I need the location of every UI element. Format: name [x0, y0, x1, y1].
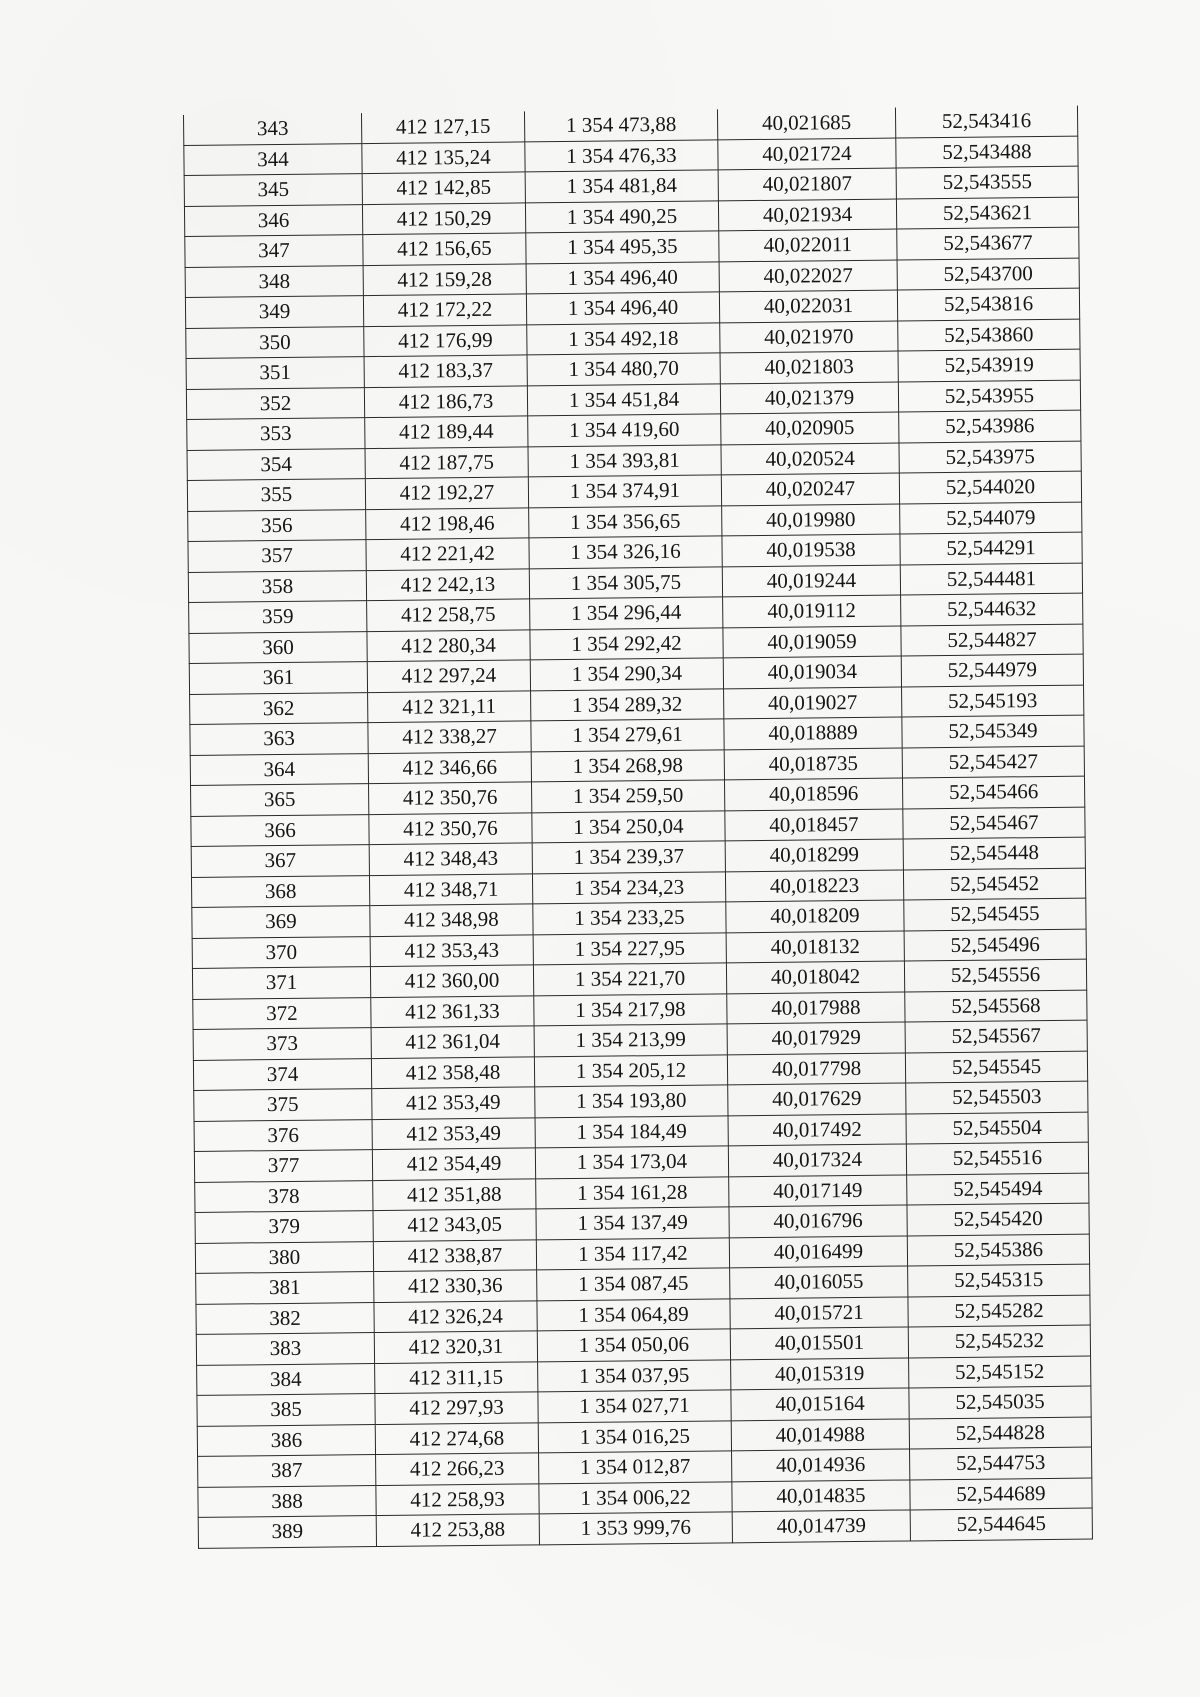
longitude-cell: 52,545466 — [902, 776, 1084, 808]
point-number-cell: 377 — [194, 1150, 372, 1182]
longitude-cell: 52,544828 — [909, 1417, 1091, 1449]
longitude-cell: 52,545035 — [909, 1386, 1091, 1418]
x-coordinate-cell: 412 350,76 — [369, 782, 532, 814]
y-coordinate-cell: 1 354 289,32 — [531, 688, 724, 721]
latitude-cell: 40,021970 — [720, 321, 898, 353]
point-number-cell: 359 — [189, 601, 367, 633]
x-coordinate-cell: 412 361,33 — [371, 995, 534, 1027]
y-coordinate-cell: 1 354 259,50 — [532, 780, 725, 813]
longitude-cell: 52,543488 — [896, 136, 1078, 168]
latitude-cell: 40,015164 — [731, 1388, 909, 1420]
y-coordinate-cell: 1 354 290,34 — [530, 658, 723, 691]
point-number-cell: 358 — [188, 570, 366, 602]
latitude-cell: 40,021379 — [720, 382, 898, 414]
y-coordinate-cell: 1 354 087,45 — [537, 1268, 730, 1301]
longitude-cell: 52,543816 — [897, 288, 1079, 320]
longitude-cell: 52,545568 — [905, 990, 1087, 1022]
point-number-cell: 363 — [190, 723, 368, 755]
x-coordinate-cell: 412 311,15 — [375, 1361, 538, 1393]
latitude-cell: 40,021803 — [720, 351, 898, 383]
latitude-cell: 40,019980 — [722, 504, 900, 536]
point-number-cell: 386 — [197, 1424, 375, 1456]
x-coordinate-cell: 412 198,46 — [366, 507, 529, 539]
y-coordinate-cell: 1 354 250,04 — [532, 810, 725, 843]
longitude-cell: 52,545504 — [906, 1112, 1088, 1144]
y-coordinate-cell: 1 354 221,70 — [533, 963, 726, 996]
point-number-cell: 354 — [187, 448, 365, 480]
latitude-cell: 40,017629 — [728, 1083, 906, 1115]
y-coordinate-cell: 1 354 476,33 — [525, 139, 718, 172]
y-coordinate-cell: 1 354 137,49 — [536, 1207, 729, 1240]
point-number-cell: 367 — [191, 845, 369, 877]
x-coordinate-cell: 412 221,42 — [366, 538, 529, 570]
point-number-cell: 368 — [191, 875, 369, 907]
x-coordinate-cell: 412 346,66 — [368, 751, 531, 783]
point-number-cell: 384 — [197, 1363, 375, 1395]
x-coordinate-cell: 412 258,75 — [367, 599, 530, 631]
point-number-cell: 353 — [187, 418, 365, 450]
longitude-cell: 52,545545 — [905, 1051, 1087, 1083]
y-coordinate-cell: 1 354 305,75 — [529, 566, 722, 599]
y-coordinate-cell: 1 354 050,06 — [537, 1329, 730, 1362]
point-number-cell: 380 — [195, 1241, 373, 1273]
point-number-cell: 365 — [191, 784, 369, 816]
latitude-cell: 40,021934 — [718, 199, 896, 231]
point-number-cell: 372 — [193, 997, 371, 1029]
latitude-cell: 40,022011 — [719, 229, 897, 261]
coordinates-table-container — [183, 106, 1092, 1549]
point-number-cell: 387 — [198, 1455, 376, 1487]
point-number-cell: 382 — [196, 1302, 374, 1334]
longitude-cell: 52,545386 — [907, 1234, 1089, 1266]
point-number-cell: 355 — [187, 479, 365, 511]
y-coordinate-cell: 1 354 490,25 — [525, 200, 718, 233]
point-number-cell: 385 — [197, 1394, 375, 1426]
y-coordinate-cell: 1 354 064,89 — [537, 1298, 730, 1331]
point-number-cell: 346 — [184, 204, 362, 236]
longitude-cell: 52,545556 — [904, 959, 1086, 991]
longitude-cell: 52,545455 — [904, 898, 1086, 930]
longitude-cell: 52,544020 — [899, 471, 1081, 503]
y-coordinate-cell: 1 354 161,28 — [536, 1176, 729, 1209]
x-coordinate-cell: 412 187,75 — [365, 446, 528, 478]
latitude-cell: 40,016796 — [729, 1205, 907, 1237]
latitude-cell: 40,021807 — [718, 168, 896, 200]
longitude-cell: 52,544689 — [910, 1478, 1092, 1510]
latitude-cell: 40,022027 — [719, 260, 897, 292]
latitude-cell: 40,019112 — [723, 595, 901, 627]
longitude-cell: 52,543621 — [896, 197, 1078, 229]
latitude-cell: 40,018223 — [725, 869, 903, 901]
point-number-cell: 364 — [190, 753, 368, 785]
y-coordinate-cell: 1 354 006,22 — [539, 1481, 732, 1514]
latitude-cell: 40,019034 — [723, 656, 901, 688]
y-coordinate-cell: 1 354 496,40 — [526, 292, 719, 325]
x-coordinate-cell: 412 343,05 — [373, 1209, 536, 1241]
x-coordinate-cell: 412 159,28 — [363, 263, 526, 295]
longitude-cell: 52,543860 — [898, 319, 1080, 351]
longitude-cell: 52,544291 — [900, 532, 1082, 564]
y-coordinate-cell: 1 354 419,60 — [528, 414, 721, 447]
point-number-cell: 381 — [196, 1272, 374, 1304]
latitude-cell: 40,017988 — [727, 991, 905, 1023]
y-coordinate-cell: 1 354 496,40 — [526, 261, 719, 294]
y-coordinate-cell: 1 354 233,25 — [533, 902, 726, 935]
point-number-cell: 388 — [198, 1485, 376, 1517]
latitude-cell: 40,020905 — [721, 412, 899, 444]
latitude-cell: 40,019059 — [723, 626, 901, 658]
longitude-cell: 52,544481 — [900, 563, 1082, 595]
longitude-cell: 52,545448 — [903, 837, 1085, 869]
y-coordinate-cell: 1 354 480,70 — [527, 353, 720, 386]
point-number-cell: 383 — [196, 1333, 374, 1365]
x-coordinate-cell: 412 156,65 — [363, 233, 526, 265]
latitude-cell: 40,018596 — [724, 778, 902, 810]
x-coordinate-cell: 412 348,98 — [370, 904, 533, 936]
x-coordinate-cell: 412 150,29 — [362, 202, 525, 234]
latitude-cell: 40,017492 — [728, 1113, 906, 1145]
x-coordinate-cell: 412 176,99 — [364, 324, 527, 356]
latitude-cell: 40,018457 — [725, 809, 903, 841]
x-coordinate-cell: 412 189,44 — [365, 416, 528, 448]
x-coordinate-cell: 412 338,87 — [373, 1239, 536, 1271]
point-number-cell: 370 — [192, 936, 370, 968]
point-number-cell: 356 — [188, 509, 366, 541]
y-coordinate-cell: 1 354 227,95 — [533, 932, 726, 965]
y-coordinate-cell: 1 354 356,65 — [529, 505, 722, 538]
x-coordinate-cell: 412 354,49 — [372, 1148, 535, 1180]
y-coordinate-cell: 1 354 279,61 — [531, 719, 724, 752]
longitude-cell: 52,543955 — [898, 380, 1080, 412]
longitude-cell: 52,543919 — [898, 349, 1080, 381]
x-coordinate-cell: 412 135,24 — [362, 141, 525, 173]
y-coordinate-cell: 1 354 374,91 — [528, 475, 721, 508]
x-coordinate-cell: 412 351,88 — [373, 1178, 536, 1210]
point-number-cell: 360 — [189, 631, 367, 663]
x-coordinate-cell: 412 266,23 — [376, 1453, 539, 1485]
y-coordinate-cell: 1 354 213,99 — [534, 1024, 727, 1057]
x-coordinate-cell: 412 348,43 — [369, 843, 532, 875]
latitude-cell: 40,014835 — [732, 1479, 910, 1511]
longitude-cell: 52,545496 — [904, 929, 1086, 961]
longitude-cell: 52,545503 — [906, 1081, 1088, 1113]
longitude-cell: 52,545420 — [907, 1203, 1089, 1235]
y-coordinate-cell: 1 354 012,87 — [539, 1451, 732, 1484]
latitude-cell: 40,022031 — [719, 290, 897, 322]
latitude-cell: 40,015319 — [731, 1357, 909, 1389]
y-coordinate-cell: 1 354 296,44 — [530, 597, 723, 630]
longitude-cell: 52,543700 — [897, 258, 1079, 290]
x-coordinate-cell: 412 353,49 — [372, 1117, 535, 1149]
x-coordinate-cell: 412 253,88 — [376, 1514, 539, 1546]
y-coordinate-cell: 1 354 016,25 — [538, 1420, 731, 1453]
latitude-cell: 40,018735 — [724, 748, 902, 780]
latitude-cell: 40,018042 — [726, 961, 904, 993]
x-coordinate-cell: 412 280,34 — [367, 629, 530, 661]
x-coordinate-cell: 412 297,93 — [375, 1392, 538, 1424]
latitude-cell: 40,015721 — [730, 1296, 908, 1328]
latitude-cell: 40,017324 — [728, 1144, 906, 1176]
y-coordinate-cell: 1 354 495,35 — [526, 231, 719, 264]
y-coordinate-cell: 1 354 234,23 — [532, 871, 725, 904]
longitude-cell: 52,545516 — [906, 1142, 1088, 1174]
x-coordinate-cell: 412 142,85 — [362, 172, 525, 204]
latitude-cell: 40,014988 — [731, 1418, 909, 1450]
point-number-cell: 350 — [186, 326, 364, 358]
longitude-cell: 52,543416 — [895, 106, 1077, 138]
latitude-cell: 40,014936 — [732, 1449, 910, 1481]
longitude-cell: 52,545349 — [902, 715, 1084, 747]
x-coordinate-cell: 412 358,48 — [371, 1056, 534, 1088]
x-coordinate-cell: 412 127,15 — [361, 111, 524, 143]
y-coordinate-cell: 1 354 451,84 — [527, 383, 720, 416]
longitude-cell: 52,543975 — [899, 441, 1081, 473]
y-coordinate-cell: 1 354 473,88 — [524, 109, 717, 141]
longitude-cell: 52,544827 — [901, 624, 1083, 656]
x-coordinate-cell: 412 186,73 — [364, 385, 527, 417]
point-number-cell: 374 — [193, 1058, 371, 1090]
x-coordinate-cell: 412 326,24 — [374, 1300, 537, 1332]
longitude-cell: 52,544632 — [901, 593, 1083, 625]
longitude-cell: 52,545452 — [903, 868, 1085, 900]
point-number-cell: 373 — [193, 1028, 371, 1060]
latitude-cell: 40,017798 — [727, 1052, 905, 1084]
x-coordinate-cell: 412 242,13 — [366, 568, 529, 600]
y-coordinate-cell: 1 354 173,04 — [535, 1146, 728, 1179]
x-coordinate-cell: 412 330,36 — [374, 1270, 537, 1302]
point-number-cell: 371 — [192, 967, 370, 999]
x-coordinate-cell: 412 360,00 — [370, 965, 533, 997]
x-coordinate-cell: 412 350,76 — [369, 812, 532, 844]
point-number-cell: 344 — [184, 143, 362, 175]
longitude-cell: 52,545315 — [908, 1264, 1090, 1296]
x-coordinate-cell: 412 321,11 — [368, 690, 531, 722]
x-coordinate-cell: 412 348,71 — [369, 873, 532, 905]
point-number-cell: 376 — [194, 1119, 372, 1151]
latitude-cell: 40,019027 — [724, 687, 902, 719]
latitude-cell: 40,021724 — [718, 138, 896, 170]
y-coordinate-cell: 1 354 268,98 — [531, 749, 724, 782]
coordinates-table — [183, 106, 1093, 1549]
longitude-cell: 52,544753 — [910, 1447, 1092, 1479]
point-number-cell: 348 — [185, 265, 363, 297]
longitude-cell: 52,543986 — [899, 410, 1081, 442]
y-coordinate-cell: 1 354 037,95 — [538, 1359, 731, 1392]
latitude-cell: 40,014739 — [732, 1510, 910, 1542]
y-coordinate-cell: 1 353 999,76 — [539, 1512, 732, 1545]
point-number-cell: 379 — [195, 1211, 373, 1243]
y-coordinate-cell: 1 354 292,42 — [530, 627, 723, 660]
point-number-cell: 361 — [189, 662, 367, 694]
longitude-cell: 52,545232 — [908, 1325, 1090, 1357]
point-number-cell: 347 — [185, 235, 363, 267]
x-coordinate-cell: 412 297,24 — [367, 660, 530, 692]
y-coordinate-cell: 1 354 326,16 — [529, 536, 722, 569]
longitude-cell: 52,543677 — [897, 227, 1079, 259]
y-coordinate-cell: 1 354 217,98 — [534, 993, 727, 1026]
y-coordinate-cell: 1 354 117,42 — [536, 1237, 729, 1270]
y-coordinate-cell: 1 354 027,71 — [538, 1390, 731, 1423]
point-number-cell: 349 — [185, 296, 363, 328]
x-coordinate-cell: 412 274,68 — [375, 1422, 538, 1454]
table-body — [183, 106, 1092, 1548]
latitude-cell: 40,015501 — [730, 1327, 908, 1359]
longitude-cell: 52,543555 — [896, 166, 1078, 198]
y-coordinate-cell: 1 354 184,49 — [535, 1115, 728, 1148]
longitude-cell: 52,545467 — [903, 807, 1085, 839]
point-number-cell: 378 — [195, 1180, 373, 1212]
point-number-cell: 343 — [183, 113, 361, 145]
longitude-cell: 52,544079 — [900, 502, 1082, 534]
y-coordinate-cell: 1 354 205,12 — [534, 1054, 727, 1087]
x-coordinate-cell: 412 172,22 — [363, 294, 526, 326]
latitude-cell: 40,018132 — [726, 930, 904, 962]
latitude-cell: 40,017929 — [727, 1022, 905, 1054]
point-number-cell: 366 — [191, 814, 369, 846]
x-coordinate-cell: 412 192,27 — [365, 477, 528, 509]
y-coordinate-cell: 1 354 481,84 — [525, 170, 718, 203]
y-coordinate-cell: 1 354 393,81 — [528, 444, 721, 477]
latitude-cell: 40,019538 — [722, 534, 900, 566]
point-number-cell: 369 — [192, 906, 370, 938]
latitude-cell: 40,019244 — [722, 565, 900, 597]
longitude-cell: 52,544645 — [910, 1508, 1092, 1540]
x-coordinate-cell: 412 353,43 — [370, 934, 533, 966]
longitude-cell: 52,545567 — [905, 1020, 1087, 1052]
latitude-cell: 40,018299 — [725, 839, 903, 871]
x-coordinate-cell: 412 361,04 — [371, 1026, 534, 1058]
latitude-cell: 40,016499 — [729, 1235, 907, 1267]
latitude-cell: 40,020247 — [721, 473, 899, 505]
longitude-cell: 52,545193 — [902, 685, 1084, 717]
point-number-cell: 357 — [188, 540, 366, 572]
latitude-cell: 40,017149 — [729, 1174, 907, 1206]
latitude-cell: 40,021685 — [717, 108, 895, 140]
x-coordinate-cell: 412 353,49 — [372, 1087, 535, 1119]
longitude-cell: 52,545427 — [902, 746, 1084, 778]
point-number-cell: 362 — [190, 692, 368, 724]
x-coordinate-cell: 412 338,27 — [368, 721, 531, 753]
longitude-cell: 52,545494 — [907, 1173, 1089, 1205]
longitude-cell: 52,545282 — [908, 1295, 1090, 1327]
point-number-cell: 389 — [198, 1516, 376, 1548]
y-coordinate-cell: 1 354 239,37 — [532, 841, 725, 874]
latitude-cell: 40,020524 — [721, 443, 899, 475]
point-number-cell: 345 — [184, 174, 362, 206]
x-coordinate-cell: 412 320,31 — [374, 1331, 537, 1363]
longitude-cell: 52,545152 — [909, 1356, 1091, 1388]
point-number-cell: 375 — [194, 1089, 372, 1121]
x-coordinate-cell: 412 183,37 — [364, 355, 527, 387]
point-number-cell: 352 — [186, 387, 364, 419]
latitude-cell: 40,018209 — [726, 900, 904, 932]
y-coordinate-cell: 1 354 193,80 — [535, 1085, 728, 1118]
latitude-cell: 40,016055 — [730, 1266, 908, 1298]
longitude-cell: 52,544979 — [901, 654, 1083, 686]
latitude-cell: 40,018889 — [724, 717, 902, 749]
x-coordinate-cell: 412 258,93 — [376, 1483, 539, 1515]
point-number-cell: 351 — [186, 357, 364, 389]
y-coordinate-cell: 1 354 492,18 — [527, 322, 720, 355]
